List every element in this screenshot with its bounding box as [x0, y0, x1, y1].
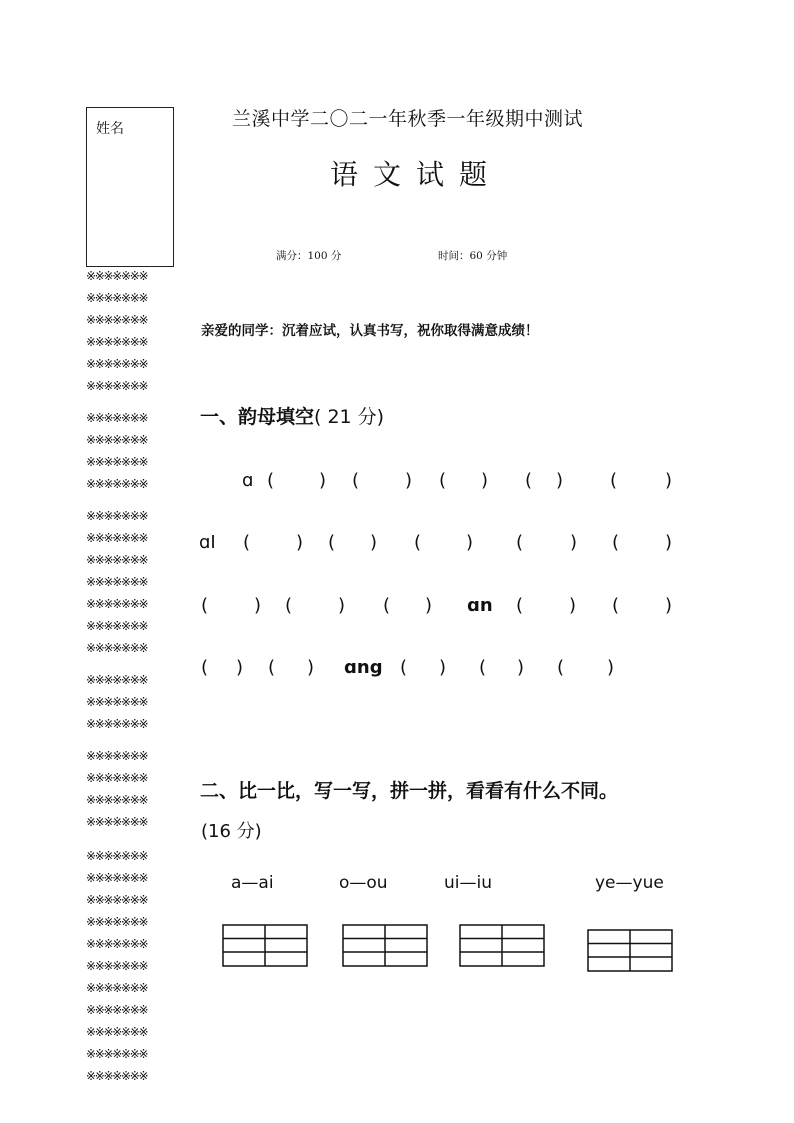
paren-close: ): [405, 470, 413, 491]
paren-close: ): [466, 532, 474, 553]
paren-close: ): [556, 470, 564, 491]
paren-open: (: [516, 595, 524, 616]
seal-line-row: ※※※※※※※: [86, 379, 148, 393]
exam-title: 兰溪中学二〇二一年秋季一年级期中测试: [232, 108, 584, 130]
paren-open: (: [328, 532, 336, 553]
paren-open: (: [383, 595, 391, 616]
seal-line-row: ※※※※※※※: [86, 815, 148, 829]
section1-heading: [200, 402, 384, 429]
seal-line-row: ※※※※※※※: [86, 553, 148, 567]
paren-open: (: [439, 470, 447, 491]
paren-close: ): [665, 532, 673, 553]
section1-title: 一、韵母填空: [200, 406, 315, 428]
paren-open: (: [201, 595, 209, 616]
seal-line-row: ※※※※※※※: [86, 1047, 148, 1061]
seal-line-row: ※※※※※※※: [86, 981, 148, 995]
paren-close: ): [370, 532, 378, 553]
name-box[interactable]: [86, 107, 174, 267]
paren-close: ): [665, 470, 673, 491]
seal-line-row: ※※※※※※※: [86, 793, 148, 807]
seal-line-row: ※※※※※※※: [86, 1025, 148, 1039]
seal-line-row: ※※※※※※※: [86, 717, 148, 731]
seal-line-row: ※※※※※※※: [86, 269, 148, 283]
paren-close: ): [481, 470, 489, 491]
paren-open: (: [243, 532, 251, 553]
seal-line-row: ※※※※※※※: [86, 641, 148, 655]
paren-open: (: [612, 532, 620, 553]
writing-grid[interactable]: [459, 924, 543, 966]
writing-grid[interactable]: [342, 924, 426, 966]
seal-line-row: ※※※※※※※: [86, 455, 148, 469]
pair-a-ai: a—ai: [231, 873, 274, 893]
paren-close: ): [236, 657, 244, 678]
seal-line-row: ※※※※※※※: [86, 291, 148, 305]
seal-line-row: ※※※※※※※: [86, 411, 148, 425]
paren-open: (: [612, 595, 620, 616]
paren-open: (: [285, 595, 293, 616]
pair-ye-yue: ye—yue: [595, 873, 664, 893]
exam-subtitle: 语文试题: [330, 158, 503, 191]
paren-close: ): [665, 595, 673, 616]
paren-open: (: [268, 657, 276, 678]
paren-open: (: [610, 470, 618, 491]
writing-grid[interactable]: [587, 929, 671, 971]
exam-time: 时间：60 分钟: [438, 250, 508, 262]
paren-open: (: [479, 657, 487, 678]
seal-line-row: ※※※※※※※: [86, 509, 148, 523]
paren-close: ): [607, 657, 615, 678]
paren-close: ): [254, 595, 262, 616]
seal-line-row: ※※※※※※※: [86, 357, 148, 371]
paren-close: ): [307, 657, 315, 678]
writing-grid[interactable]: [222, 924, 306, 966]
section2-title: 二、比一比，写一写，拼一拼，看看有什么不同。: [200, 780, 619, 802]
paren-close: ): [425, 595, 433, 616]
seal-line-row: ※※※※※※※: [86, 531, 148, 545]
paren-open: (: [201, 657, 209, 678]
seal-line-row: ※※※※※※※: [86, 871, 148, 885]
paren-open: (: [414, 532, 422, 553]
seal-line-row: ※※※※※※※: [86, 619, 148, 633]
pair-ui-iu: ui—iu: [444, 873, 492, 893]
paren-close: ): [439, 657, 447, 678]
seal-line-row: ※※※※※※※: [86, 477, 148, 491]
seal-line-row: ※※※※※※※: [86, 335, 148, 349]
paren-close: ): [569, 595, 577, 616]
seal-line-row: ※※※※※※※: [86, 893, 148, 907]
paren-open: (: [516, 532, 524, 553]
vowel-a: ɑ: [242, 470, 254, 491]
paren-close: ): [338, 595, 346, 616]
seal-line-row: ※※※※※※※: [86, 771, 148, 785]
paren-open: (: [267, 470, 275, 491]
seal-line-row: ※※※※※※※: [86, 749, 148, 763]
seal-line-row: ※※※※※※※: [86, 695, 148, 709]
name-label: 姓名: [96, 121, 124, 137]
section2-points: (16 分): [201, 821, 262, 842]
seal-line-row: ※※※※※※※: [86, 1069, 148, 1083]
section1-points: ( 21 分): [314, 406, 385, 428]
paren-close: ): [570, 532, 578, 553]
paren-open: (: [557, 657, 565, 678]
greeting-text: 亲爱的同学：沉着应试，认真书写，祝你取得满意成绩！: [201, 323, 539, 339]
paren-open: (: [352, 470, 360, 491]
seal-line-row: ※※※※※※※: [86, 313, 148, 327]
paren-close: ): [517, 657, 525, 678]
seal-line-row: ※※※※※※※: [86, 433, 148, 447]
seal-line-row: ※※※※※※※: [86, 959, 148, 973]
vowel-ai: ɑI: [199, 532, 216, 553]
pair-o-ou: o—ou: [339, 873, 388, 893]
paren-close: ): [296, 532, 304, 553]
seal-line-row: ※※※※※※※: [86, 915, 148, 929]
vowel-an: ɑn: [467, 595, 493, 616]
seal-line-row: ※※※※※※※: [86, 575, 148, 589]
seal-line-row: ※※※※※※※: [86, 937, 148, 951]
paren-close: ): [319, 470, 327, 491]
full-score: 满分：100 分: [276, 250, 342, 262]
seal-line-row: ※※※※※※※: [86, 849, 148, 863]
paren-open: (: [400, 657, 408, 678]
paren-open: (: [525, 470, 533, 491]
vowel-ang: ɑng: [344, 657, 383, 678]
seal-line-row: ※※※※※※※: [86, 1003, 148, 1017]
seal-line-row: ※※※※※※※: [86, 673, 148, 687]
seal-line-row: ※※※※※※※: [86, 597, 148, 611]
